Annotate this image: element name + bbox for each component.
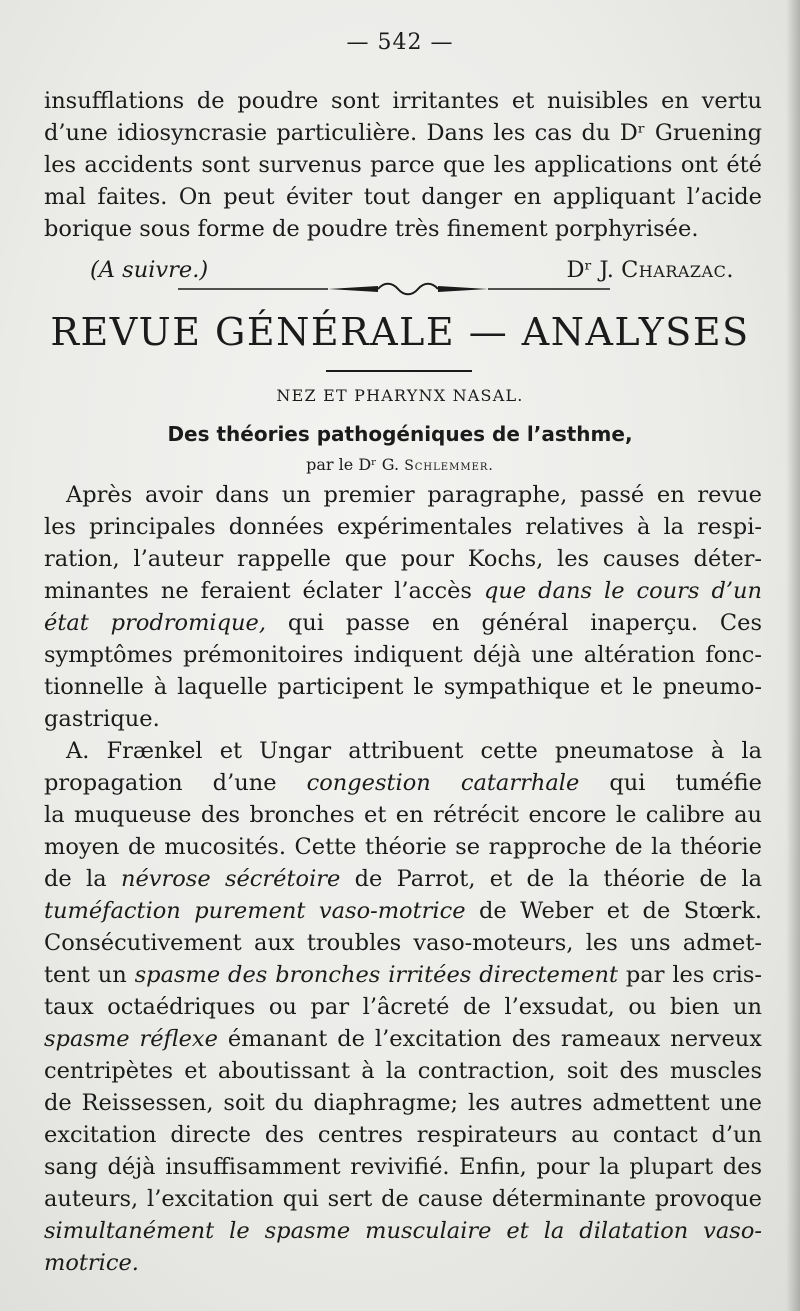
text-line: taux octaédriques ou par l’âcreté de l’exsudat, ou bien un (44, 994, 762, 1020)
article-title: Des théories pathogéniques de l’asthme, (167, 422, 633, 446)
text-line: gastrique. (44, 706, 160, 732)
page-title: REVUE GÉNÉRALE — ANALYSES (50, 310, 750, 354)
ornamental-divider (178, 280, 610, 298)
intro-line: les accidents sont survenus parce que les applications ont été (44, 152, 762, 178)
text-line: de Reissessen, soit du diaphragme; les autres admettent une (44, 1090, 762, 1116)
text-line: propagation d’une congestion catarrhale qui tuméfie (44, 770, 762, 796)
text-line: tuméfaction purement vaso-motrice de Weber et de Stœrk. (44, 898, 762, 924)
title-divider (326, 370, 472, 372)
text-line: ration, l’auteur rappelle que pour Kochs, les causes déter- (44, 546, 762, 572)
text-line: spasme réflexe émanant de l’excitation des rameaux nerveux (44, 1026, 762, 1052)
author-signature: Dʳ J. Charazac. (566, 257, 734, 283)
intro-line: insufflations de poudre sont irritantes et nuisibles en vertu (44, 88, 762, 114)
text-line: état prodromique, qui passe en général inaperçu. Ces (44, 610, 762, 636)
text-line: excitation directe des centres respirateurs au contact d’un (44, 1122, 762, 1148)
text-line: tionnelle à laquelle participent le sympathique et le pneumo- (44, 674, 762, 700)
section-heading: NEZ ET PHARYNX NASAL. (276, 386, 524, 405)
text-line: les principales données expérimentales relatives à la respi- (44, 514, 762, 540)
byline: par le Dʳ G. Schlemmer. (306, 455, 494, 474)
text-line: moyen de mucosités. Cette théorie se rapproche de la théorie (44, 834, 762, 860)
text-line: simultanément le spasme musculaire et la dilatation vaso- (44, 1218, 762, 1244)
text-line: de la névrose sécrétoire de Parrot, et de la théorie de la (44, 866, 762, 892)
text-line: minantes ne feraient éclater l’accès que dans le cours d’un (44, 578, 762, 604)
page-number: — 542 — (346, 30, 454, 55)
text-line: tent un spasme des bronches irritées directement par les cris- (44, 962, 762, 988)
intro-line: borique sous forme de poudre très finement porphyrisée. (44, 216, 699, 242)
text-line: centripètes et aboutissant à la contraction, soit des muscles (44, 1058, 762, 1084)
text-line: Consécutivement aux troubles vaso-moteurs, les uns admet- (44, 930, 762, 956)
intro-line: mal faites. On peut éviter tout danger en appliquant l’acide (44, 184, 762, 210)
text-line: A. Frænkel et Ungar attribuent cette pneumatose à la (66, 738, 762, 764)
text-line: auteurs, l’excitation qui sert de cause déterminante provoque (44, 1186, 762, 1212)
text-line: la muqueuse des bronches et en rétrécit encore le calibre au (44, 802, 762, 828)
text-line: symptômes prémonitoires indiquent déjà une altération fonc- (44, 642, 762, 668)
text-line: Après avoir dans un premier paragraphe, passé en revue (66, 482, 762, 508)
to-follow-note: (A suivre.) (90, 257, 209, 283)
intro-line: d’une idiosyncrasie particulière. Dans les cas du Dʳ Gruening (44, 120, 762, 146)
text-line: motrice. (44, 1250, 139, 1276)
text-line: sang déjà insuffisamment revivifié. Enfin, pour la plupart des (44, 1154, 762, 1180)
